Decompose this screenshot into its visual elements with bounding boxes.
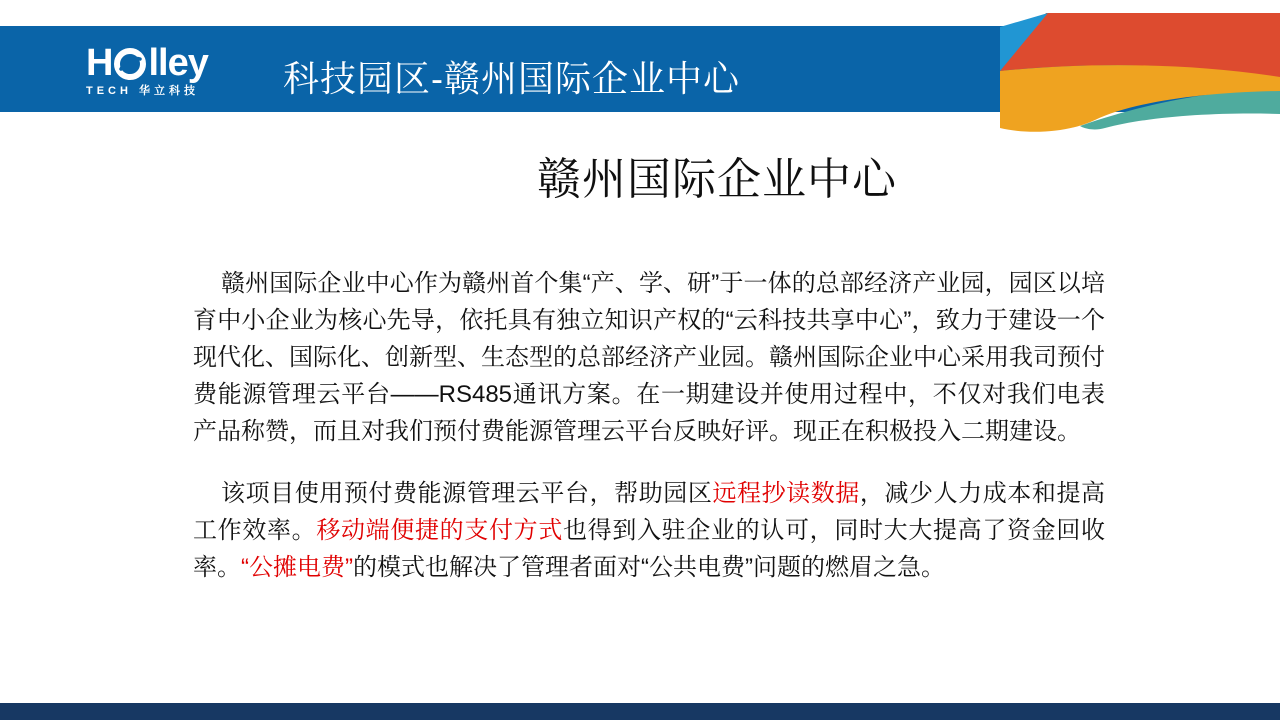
holley-logo-word-start: H	[86, 42, 113, 84]
holley-logo-word	[86, 44, 208, 82]
header-title: 科技园区-赣州国际企业中心	[283, 58, 740, 99]
page-title: 赣州国际企业中心	[537, 155, 897, 204]
corner-wave-decoration	[1000, 0, 1280, 140]
paragraph-2-highlight: 移动端便捷的支付方式	[316, 517, 564, 544]
paragraph-2-segment: 的模式也解决了管理者面对“公共电费”问题的燃眉之急。	[352, 554, 945, 581]
paragraph-1: 赣州国际企业中心作为赣州首个集“产、学、研”于一体的总部经济产业园，园区以培育中小企业为核心先导，依托具有独立知识产权的“云科技共享中心”，致力于建设一个现代化、国际化、创新型、生态型的总部经济产业园。赣州国际企业中心采用我司预付费能源管理云平台——RS485通讯方案。在一期建设并使用过程中，不仅对我们电表产品称赞，而且对我们预付费能源管理云平台反映好评。现正在积极投入二期建设。	[193, 270, 1105, 445]
body-text	[193, 265, 1105, 586]
holley-o-swirl-icon	[113, 46, 147, 80]
paragraph-2-segment: 也得到入驻企业的认可，同时大大提高了资金回收率。	[193, 517, 1106, 581]
paragraph-2	[193, 475, 1105, 586]
paragraph-2-highlight: “公摊电费”	[241, 554, 353, 581]
holley-logo-subtext: TECH 华立科技	[86, 85, 199, 97]
paragraph-2-segment: ，减少人力成本和提高工作效率。	[193, 480, 1106, 544]
footer-bar	[0, 703, 1280, 720]
paragraph-2-highlight: 远程抄读数据	[712, 480, 860, 507]
holley-logo-word-end: lley	[148, 42, 208, 84]
holley-logo	[86, 44, 208, 97]
paragraph-2-segment: 该项目使用预付费能源管理云平台，帮助园区	[221, 480, 713, 507]
